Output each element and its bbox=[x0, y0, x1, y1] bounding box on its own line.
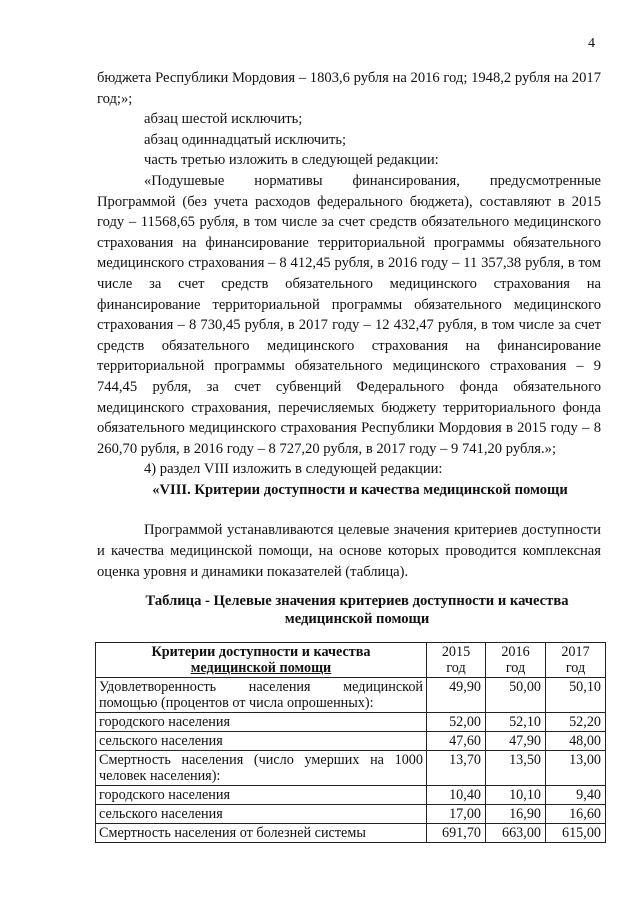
paragraph-budget: бюджета Республики Мордовия – 1803,6 рубля на 2016 год; 1948,2 рубля на 2017 год;»; bbox=[97, 70, 601, 107]
table-row bbox=[96, 732, 606, 751]
cell-2016: 47,90 bbox=[486, 732, 546, 751]
row-label: Смертность населения (число умерших на 1000 человек населения): bbox=[96, 751, 427, 786]
spacer bbox=[97, 500, 601, 520]
row-label: сельского населения bbox=[96, 732, 427, 751]
header-2015-unit: год bbox=[446, 660, 466, 676]
table-row bbox=[96, 805, 606, 824]
cell-2016: 16,90 bbox=[486, 805, 546, 824]
paragraph-normatives: «Подушевые нормативы финансирования, предусмотренные Программой (без учета расходов федерального бюджета), составляют в 2015 году – 11568,65 рубля, в том числе за счет средств обязательного медицинского страхования на финансирование территориальной программы обязательного медицинского страхования – 8 412,45 рубля, в 2016 году – 11 357,38 рубля, в том числе за счет средств обязательного медицинского страхования на финансирование территориальной программы обязательного медицинского страхования – 8 730,45 рубля, в 2017 году – 12 432,47 рубля, в том числе за счет средств обязательного медицинского страхования на финансирование территориальной программы обязательного медицинского страхования – 9 744,45 рубля, за счет субвенций Федерального фонда обязательного медицинского страхования, перечисляемых бюджету территориального фонда обязательного медицинского страхования Республики Мордовия в 2015 году – 8 260,70 рубля, в 2016 году – 8 727,20 рубля, в 2017 году – 9 741,20 рубля.»; bbox=[97, 172, 601, 457]
table-row bbox=[96, 786, 606, 805]
header-2017-year: 2017 bbox=[561, 644, 590, 660]
paragraph-part-three: часть третью изложить в следующей редакции: bbox=[144, 152, 439, 169]
cell-2017: 13,00 bbox=[546, 751, 606, 786]
header-criteria-line1: Критерии доступности и качества bbox=[151, 644, 371, 660]
cell-2017: 16,60 bbox=[546, 805, 606, 824]
paragraph-eleventh-removed: абзац одиннадцатый исключить; bbox=[144, 131, 347, 148]
cell-2016: 663,00 bbox=[486, 824, 546, 843]
header-criteria bbox=[96, 643, 427, 678]
table-header-row bbox=[96, 643, 606, 678]
cell-2017: 50,10 bbox=[546, 678, 606, 713]
header-2017-unit: год bbox=[565, 660, 586, 676]
criteria-table bbox=[95, 642, 606, 843]
cell-2015: 10,40 bbox=[427, 786, 486, 805]
cell-2016: 13,50 bbox=[486, 751, 546, 786]
header-2017 bbox=[546, 643, 606, 678]
table-title: Таблица - Целевые значения критериев доступности и качества медицинской помощи bbox=[145, 593, 569, 627]
cell-2015: 13,70 bbox=[427, 751, 486, 786]
table-row bbox=[96, 824, 606, 843]
section-heading: «VIII. Критерии доступности и качества медицинской помощи bbox=[152, 481, 568, 498]
cell-2016: 52,10 bbox=[486, 713, 546, 732]
page-number: 4 bbox=[588, 36, 595, 51]
document-body bbox=[97, 68, 601, 582]
cell-2017: 9,40 bbox=[546, 786, 606, 805]
table-row bbox=[96, 678, 606, 713]
header-2015 bbox=[427, 643, 486, 678]
cell-2015: 47,60 bbox=[427, 732, 486, 751]
header-2016-unit: год bbox=[505, 660, 526, 676]
cell-2017: 615,00 bbox=[546, 824, 606, 843]
row-label: городского населения bbox=[96, 786, 427, 805]
paragraph-sixth-removed: абзац шестой исключить; bbox=[144, 111, 303, 128]
header-2016-year: 2016 bbox=[501, 644, 530, 660]
row-label: Удовлетворенность населения медицинской помощью (процентов от числа опрошенных): bbox=[96, 678, 427, 713]
row-label: городского населения bbox=[96, 713, 427, 732]
cell-2016: 50,00 bbox=[486, 678, 546, 713]
cell-2016: 10,10 bbox=[486, 786, 546, 805]
paragraph-section-eight: 4) раздел VIII изложить в следующей редакции: bbox=[144, 461, 443, 478]
cell-2015: 17,00 bbox=[427, 805, 486, 824]
table-row bbox=[96, 751, 606, 786]
cell-2015: 49,90 bbox=[427, 678, 486, 713]
cell-2015: 691,70 bbox=[427, 824, 486, 843]
cell-2015: 52,00 bbox=[427, 713, 486, 732]
header-2016 bbox=[486, 643, 546, 678]
row-label: Смертность населения от болезней системы bbox=[96, 824, 427, 843]
paragraph-program-criteria: Программой устанавливаются целевые значения критериев доступности и качества медицинской помощи, на основе которых проводится комплексная оценка уровня и динамики показателей (таблица). bbox=[97, 522, 601, 580]
header-2015-year: 2015 bbox=[441, 644, 471, 660]
cell-2017: 48,00 bbox=[546, 732, 606, 751]
cell-2017: 52,20 bbox=[546, 713, 606, 732]
header-criteria-line2: медицинской помощи bbox=[190, 660, 332, 676]
row-label: сельского населения bbox=[96, 805, 427, 824]
table-row bbox=[96, 713, 606, 732]
